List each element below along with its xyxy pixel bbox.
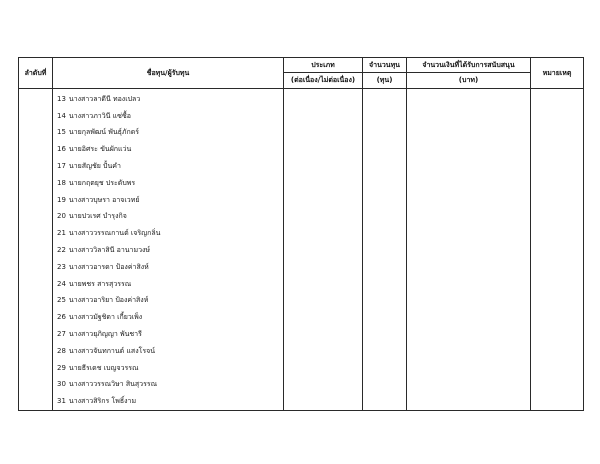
- type-cell: [284, 141, 363, 158]
- amount-cell: [407, 393, 531, 410]
- table-header: [19, 58, 584, 89]
- type-cell: [284, 158, 363, 175]
- amount-cell: [407, 343, 531, 360]
- row-number: 26: [57, 313, 66, 322]
- row-number: 22: [57, 246, 66, 255]
- count-cell: [363, 309, 407, 326]
- row-number: 23: [57, 262, 66, 271]
- type-cell: [284, 175, 363, 192]
- name-cell: [53, 360, 284, 377]
- name-cell: [53, 89, 284, 108]
- scholarship-table: [18, 57, 584, 411]
- row-number: 29: [57, 363, 66, 372]
- table-row: [19, 276, 584, 293]
- name-cell: [53, 125, 284, 142]
- seq-cell: [19, 175, 53, 192]
- note-cell: [531, 293, 584, 310]
- type-cell: [284, 360, 363, 377]
- name-cell: [53, 259, 284, 276]
- name-cell: [53, 377, 284, 394]
- amount-cell: [407, 259, 531, 276]
- recipient-name: นายอิศระ ขันผักแว่น: [68, 145, 132, 154]
- name-cell: [53, 276, 284, 293]
- row-number: 18: [57, 178, 66, 187]
- note-cell: [531, 393, 584, 410]
- amount-cell: [407, 377, 531, 394]
- type-cell: [284, 108, 363, 125]
- recipient-name: นายกฤตยุช ประดับพร: [68, 178, 136, 187]
- table-row: [19, 158, 584, 175]
- note-cell: [531, 326, 584, 343]
- table-row: [19, 309, 584, 326]
- header-note: หมายเหตุ: [531, 58, 584, 89]
- row-number: 16: [57, 145, 66, 154]
- note-cell: [531, 108, 584, 125]
- table-row: [19, 192, 584, 209]
- table-row: [19, 225, 584, 242]
- table-row: [19, 393, 584, 410]
- name-cell: [53, 108, 284, 125]
- recipient-name: นางสาวภาวินี แซ่ซื้อ: [68, 111, 131, 120]
- amount-cell: [407, 125, 531, 142]
- seq-cell: [19, 141, 53, 158]
- recipient-name: นางสาววรรณกานต์ เจริญกลิ่น: [68, 229, 161, 238]
- recipient-name: นางสาววรรณวิษา สินสุวรรณ: [68, 380, 158, 389]
- table-row: [19, 141, 584, 158]
- seq-cell: [19, 309, 53, 326]
- note-cell: [531, 141, 584, 158]
- note-cell: [531, 175, 584, 192]
- seq-cell: [19, 158, 53, 175]
- count-cell: [363, 125, 407, 142]
- amount-cell: [407, 225, 531, 242]
- amount-cell: [407, 209, 531, 226]
- note-cell: [531, 309, 584, 326]
- type-cell: [284, 89, 363, 108]
- seq-cell: [19, 225, 53, 242]
- note-cell: [531, 377, 584, 394]
- count-cell: [363, 377, 407, 394]
- name-cell: [53, 343, 284, 360]
- header-type-sub: (ต่อเนื่อง/ไม่ต่อเนื่อง): [284, 73, 363, 89]
- seq-cell: [19, 360, 53, 377]
- note-cell: [531, 192, 584, 209]
- row-number: 17: [57, 162, 66, 171]
- header-name: ชื่อทุน/ผู้รับทุน: [53, 58, 284, 89]
- name-cell: [53, 293, 284, 310]
- table-row: [19, 175, 584, 192]
- seq-cell: [19, 326, 53, 343]
- seq-cell: [19, 276, 53, 293]
- note-cell: [531, 225, 584, 242]
- type-cell: [284, 192, 363, 209]
- recipient-name: นางสาววิลาสินี อานามวงษ์: [68, 246, 151, 255]
- amount-cell: [407, 108, 531, 125]
- recipient-name: นางสาวมัฐชิดา เกี้ยวเพ็ง: [68, 313, 143, 322]
- name-cell: [53, 393, 284, 410]
- seq-cell: [19, 192, 53, 209]
- name-cell: [53, 141, 284, 158]
- count-cell: [363, 141, 407, 158]
- recipient-name: นางสาวจันทกานต์ แสงโรจน์: [68, 346, 156, 355]
- count-cell: [363, 326, 407, 343]
- seq-cell: [19, 393, 53, 410]
- recipient-name: นางสาวบุษรา อาจเวทย์: [68, 195, 140, 204]
- table-row: [19, 343, 584, 360]
- table-row: [19, 293, 584, 310]
- seq-cell: [19, 125, 53, 142]
- table-row: [19, 326, 584, 343]
- count-cell: [363, 225, 407, 242]
- recipient-name: นายกุลพัฒน์ พันธุ์ภักดร์: [68, 128, 140, 137]
- note-cell: [531, 360, 584, 377]
- recipient-name: นางสาวยุภิญญา พันชารี: [68, 330, 142, 339]
- name-cell: [53, 175, 284, 192]
- table-row: [19, 242, 584, 259]
- type-cell: [284, 242, 363, 259]
- count-cell: [363, 293, 407, 310]
- table-row: [19, 259, 584, 276]
- recipient-name: นายปวเรศ บำรุงกิจ: [68, 212, 127, 221]
- row-number: 20: [57, 212, 66, 221]
- count-cell: [363, 175, 407, 192]
- row-number: 25: [57, 296, 66, 305]
- type-cell: [284, 259, 363, 276]
- seq-cell: [19, 293, 53, 310]
- count-cell: [363, 393, 407, 410]
- note-cell: [531, 259, 584, 276]
- recipient-name: นางสาวอาริยา ป้องค่าสิงห์: [68, 296, 149, 305]
- amount-cell: [407, 242, 531, 259]
- header-amount: จำนวนเงินที่ได้รับการสนับสนุน: [407, 58, 531, 73]
- name-cell: [53, 225, 284, 242]
- seq-cell: [19, 242, 53, 259]
- count-cell: [363, 192, 407, 209]
- note-cell: [531, 209, 584, 226]
- table-row: [19, 209, 584, 226]
- name-cell: [53, 326, 284, 343]
- row-number: 30: [57, 380, 66, 389]
- header-seq: ลำดับที่: [19, 58, 53, 89]
- name-cell: [53, 209, 284, 226]
- note-cell: [531, 125, 584, 142]
- type-cell: [284, 125, 363, 142]
- count-cell: [363, 158, 407, 175]
- count-cell: [363, 343, 407, 360]
- table-row: [19, 360, 584, 377]
- seq-cell: [19, 259, 53, 276]
- row-number: 27: [57, 330, 66, 339]
- header-type: ประเภท: [284, 58, 363, 73]
- type-cell: [284, 209, 363, 226]
- recipient-name: นายพชร สารสุวรรณ: [68, 279, 132, 288]
- table-row: [19, 125, 584, 142]
- recipient-name: นางสาวสิริกร โพธิ์งาม: [68, 397, 137, 406]
- name-cell: [53, 309, 284, 326]
- row-number: 19: [57, 195, 66, 204]
- amount-cell: [407, 326, 531, 343]
- amount-cell: [407, 309, 531, 326]
- recipient-name: นายธีรเดช เบญจวรรณ: [68, 363, 139, 372]
- count-cell: [363, 209, 407, 226]
- header-amount-sub: (บาท): [407, 73, 531, 89]
- row-number: 31: [57, 397, 66, 406]
- amount-cell: [407, 293, 531, 310]
- amount-cell: [407, 141, 531, 158]
- table-row: [19, 377, 584, 394]
- note-cell: [531, 158, 584, 175]
- row-number: 14: [57, 111, 66, 120]
- seq-cell: [19, 343, 53, 360]
- amount-cell: [407, 276, 531, 293]
- amount-cell: [407, 192, 531, 209]
- count-cell: [363, 360, 407, 377]
- seq-cell: [19, 377, 53, 394]
- type-cell: [284, 326, 363, 343]
- amount-cell: [407, 175, 531, 192]
- seq-cell: [19, 108, 53, 125]
- row-number: 15: [57, 128, 66, 137]
- seq-cell: [19, 89, 53, 108]
- table-row: [19, 108, 584, 125]
- count-cell: [363, 276, 407, 293]
- amount-cell: [407, 89, 531, 108]
- type-cell: [284, 276, 363, 293]
- row-number: 28: [57, 346, 66, 355]
- amount-cell: [407, 360, 531, 377]
- type-cell: [284, 293, 363, 310]
- note-cell: [531, 242, 584, 259]
- header-count-sub: (ทุน): [363, 73, 407, 89]
- recipient-name: นายสัญชัย ปั้นคำ: [68, 162, 121, 171]
- note-cell: [531, 276, 584, 293]
- seq-cell: [19, 209, 53, 226]
- row-number: 13: [57, 94, 66, 103]
- type-cell: [284, 225, 363, 242]
- note-cell: [531, 343, 584, 360]
- table-body: [19, 89, 584, 411]
- amount-cell: [407, 158, 531, 175]
- table-row: [19, 89, 584, 108]
- count-cell: [363, 108, 407, 125]
- row-number: 24: [57, 279, 66, 288]
- recipient-name: นางสาวอารดา ป้องค่าสิงห์: [68, 262, 149, 271]
- note-cell: [531, 89, 584, 108]
- name-cell: [53, 242, 284, 259]
- name-cell: [53, 192, 284, 209]
- type-cell: [284, 393, 363, 410]
- row-number: 21: [57, 229, 66, 238]
- type-cell: [284, 343, 363, 360]
- recipient-name: นางสาวลาดีนี ทองเปลว: [68, 94, 141, 103]
- type-cell: [284, 377, 363, 394]
- count-cell: [363, 242, 407, 259]
- header-count: จำนวนทุน: [363, 58, 407, 73]
- count-cell: [363, 259, 407, 276]
- count-cell: [363, 89, 407, 108]
- type-cell: [284, 309, 363, 326]
- name-cell: [53, 158, 284, 175]
